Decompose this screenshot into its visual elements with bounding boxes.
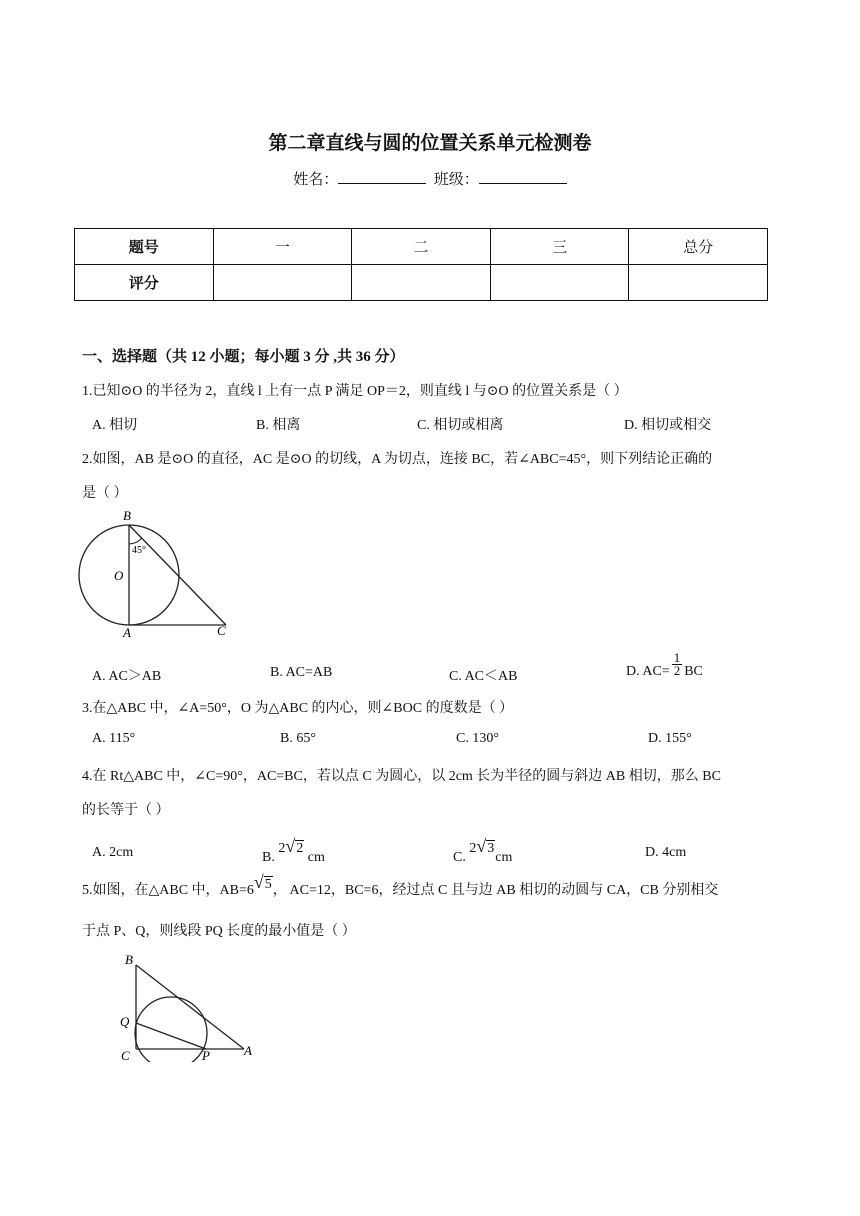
q5-radical: √5 [253,872,272,892]
q3-option-b[interactable]: B. 65° [280,731,316,746]
q4-option-c[interactable] [453,836,513,865]
q4-b-radicand: 2 [296,841,304,856]
q5-radicand: 5 [264,877,272,892]
q4-b-unit: cm [307,850,325,865]
q3-option-c[interactable]: C. 130° [456,731,499,746]
q2-stem-line1: 2.如图，AB 是⊙O 的直径，AC 是⊙O 的切线，A 为切点，连接 BC，若∠ABC=45°，则下列结论正确的 [82,452,713,467]
q2-option-c[interactable]: C. AC＜AB [449,669,518,684]
q4-stem-line1: 4.在 Rt△ABC 中，∠C=90°，AC=BC，若以点 C 为圆心，以 2cm 长为半径的圆与斜边 AB 相切，那么 BC [82,769,721,784]
q5-label-p: P [202,1048,210,1062]
q4-option-d[interactable]: D. 4cm [645,845,687,860]
score-table [74,228,768,301]
q5-stem-prefix: 5.如图，在△ABC 中，AB=6 [82,883,254,898]
header-cell-3: 三 [490,229,629,265]
q4-stem-line2: 的长等于（ ） [82,803,170,818]
q2-label-o: O [114,568,124,583]
section-heading: 一、选择题（共 12 小题；每小题 3 分 ,共 36 分） [82,349,405,365]
q2-segment-bc [129,525,226,625]
name-class-line [0,168,860,189]
q5-label-a: A [244,1043,252,1058]
q5-circle [135,997,207,1062]
q2-label-c: C [217,623,226,638]
q2-frac-num: 1 [673,650,681,666]
q5-figure [116,950,264,1062]
score-cell-2[interactable] [352,265,491,301]
q4-c-unit: cm [495,850,513,865]
q4-option-a[interactable]: A. 2cm [92,845,134,860]
q3-option-d[interactable]: D. 155° [648,731,692,746]
q4-b-coef: 2 [278,841,286,856]
score-cell-total[interactable] [629,265,768,301]
q2-figure [76,506,236,640]
q2-option-d-fraction [672,652,683,677]
q1-option-d[interactable]: D. 相切或相交 [624,418,712,433]
page-title: 第二章直线与圆的位置关系单元检测卷 [268,133,592,154]
q5-label-q: Q [120,1014,130,1029]
q2-angle-arc [129,538,142,544]
score-header-row [75,229,768,265]
q2-option-d-suffix: BC [684,664,703,679]
q5-segment-pq [136,1023,206,1049]
q4-option-b[interactable] [262,836,325,865]
q2-frac-den: 2 [673,663,681,679]
header-cell-total: 总分 [629,229,768,265]
q4-b-radical: √2 [285,836,304,856]
name-label: 姓名： [293,172,339,188]
q4-c-radical: √3 [476,836,495,856]
q2-option-d[interactable] [626,650,703,680]
name-blank[interactable] [338,169,426,184]
q3-stem: 3.在△ABC 中，∠A=50°，O 为△ABC 的内心，则∠BOC 的度数是（ ） [82,701,514,716]
q4-b-prefix: B. [262,850,279,865]
class-blank[interactable] [479,169,567,184]
q2-label-a: A [123,625,131,640]
q1-stem: 1.已知⊙O 的半径为 2，直线 l 上有一点 P 满足 OP＝2，则直线 l 与⊙O 的位置关系是（ ） [82,384,628,399]
class-label: 班级： [433,172,479,188]
q4-c-coef: 2 [469,841,477,856]
q3-option-a[interactable]: A. 115° [92,731,136,746]
q5-stem-line2: 于点 P、Q，则线段 PQ 长度的最小值是（ ） [82,924,356,939]
q2-option-b[interactable]: B. AC=AB [270,665,333,680]
q4-c-radicand: 3 [487,841,495,856]
q2-option-a[interactable]: A. AC＞AB [92,669,162,684]
q2-label-b: B [123,508,131,523]
q1-option-b[interactable]: B. 相离 [256,418,301,433]
score-cell-1[interactable] [213,265,352,301]
q2-option-d-prefix: D. AC= [626,664,670,679]
score-row-label: 评分 [75,265,214,301]
score-row [75,265,768,301]
q5-stem-suffix: ， AC=12，BC=6，经过点 C 且与边 AB 相切的动圆与 CA，CB 分别相交 [272,883,719,898]
q5-side-ab [136,965,244,1049]
q5-label-b: B [125,952,133,967]
q4-c-prefix: C. [453,850,470,865]
score-cell-3[interactable] [490,265,629,301]
header-cell-2: 二 [352,229,491,265]
q1-option-a[interactable]: A. 相切 [92,418,138,433]
q1-option-c[interactable]: C. 相切或相离 [417,418,504,433]
header-cell-number: 题号 [75,229,214,265]
header-cell-1: 一 [213,229,352,265]
q2-label-angle: 45° [132,545,146,556]
q5-label-c: C [121,1048,130,1062]
q2-stem-line2: 是（ ） [82,486,128,501]
q5-stem-line1 [82,872,719,899]
